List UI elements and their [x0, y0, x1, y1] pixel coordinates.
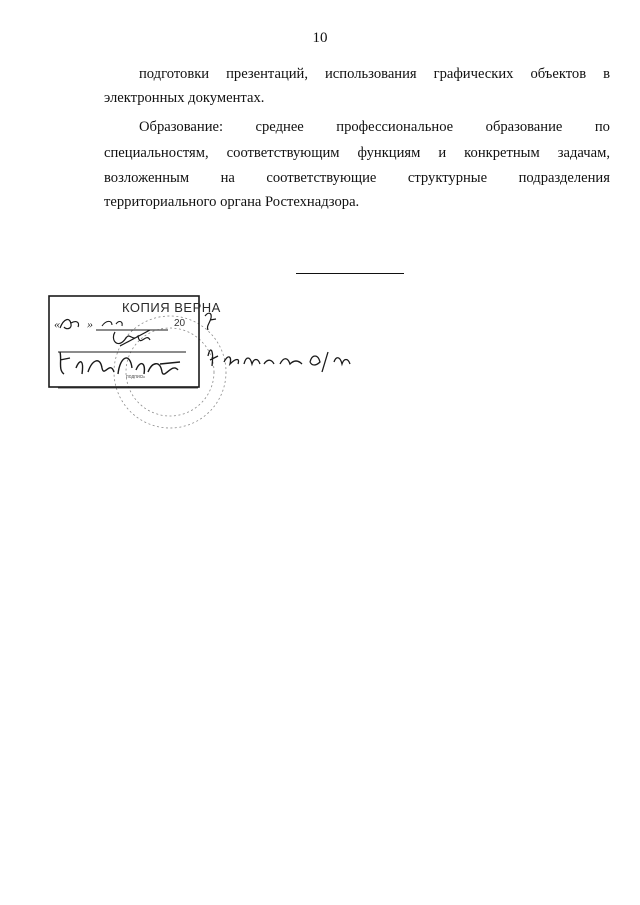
- word: Образование:: [139, 119, 224, 135]
- word: объектов: [530, 66, 587, 82]
- stamp-year-prefix: 20: [174, 318, 186, 329]
- svg-text:«: «: [54, 317, 60, 331]
- word: задачам,: [557, 145, 610, 161]
- word: функциям: [357, 145, 421, 161]
- certification-stamp: [40, 290, 400, 440]
- word: подготовки: [139, 66, 210, 82]
- word: презентаций,: [226, 66, 309, 82]
- word: структурные: [407, 170, 488, 186]
- word: возложенным: [104, 170, 190, 186]
- section-divider: [296, 273, 404, 274]
- word: в: [603, 66, 610, 82]
- word: на: [220, 170, 235, 186]
- word: конкретным: [464, 145, 540, 161]
- word: по: [594, 119, 610, 135]
- paragraph-1-line-2: электронных документах.: [104, 90, 265, 106]
- word: соответствующие: [266, 170, 377, 186]
- stamp-title: КОПИЯ ВЕРНА: [122, 300, 221, 315]
- word: подразделения: [518, 170, 610, 186]
- paragraph-2-line-4: территориального органа Ростехнадзора.: [104, 194, 360, 210]
- word: профессиональное: [336, 119, 454, 135]
- paragraph-2-line-3: [104, 169, 610, 187]
- svg-text:»: »: [87, 317, 93, 331]
- paragraph-2-line-2: [104, 144, 610, 162]
- stamp-caption: подпись: [126, 374, 145, 380]
- word: и: [438, 145, 447, 161]
- paragraph-2-line-1: [139, 118, 610, 136]
- word: специальностям,: [104, 145, 209, 161]
- word: образование: [485, 119, 563, 135]
- word: использования: [325, 66, 417, 82]
- word: среднее: [255, 119, 304, 135]
- word: графических: [433, 66, 514, 82]
- word: соответствующим: [226, 145, 340, 161]
- paragraph-1-line-1: [139, 65, 610, 83]
- page-number: 10: [312, 30, 328, 46]
